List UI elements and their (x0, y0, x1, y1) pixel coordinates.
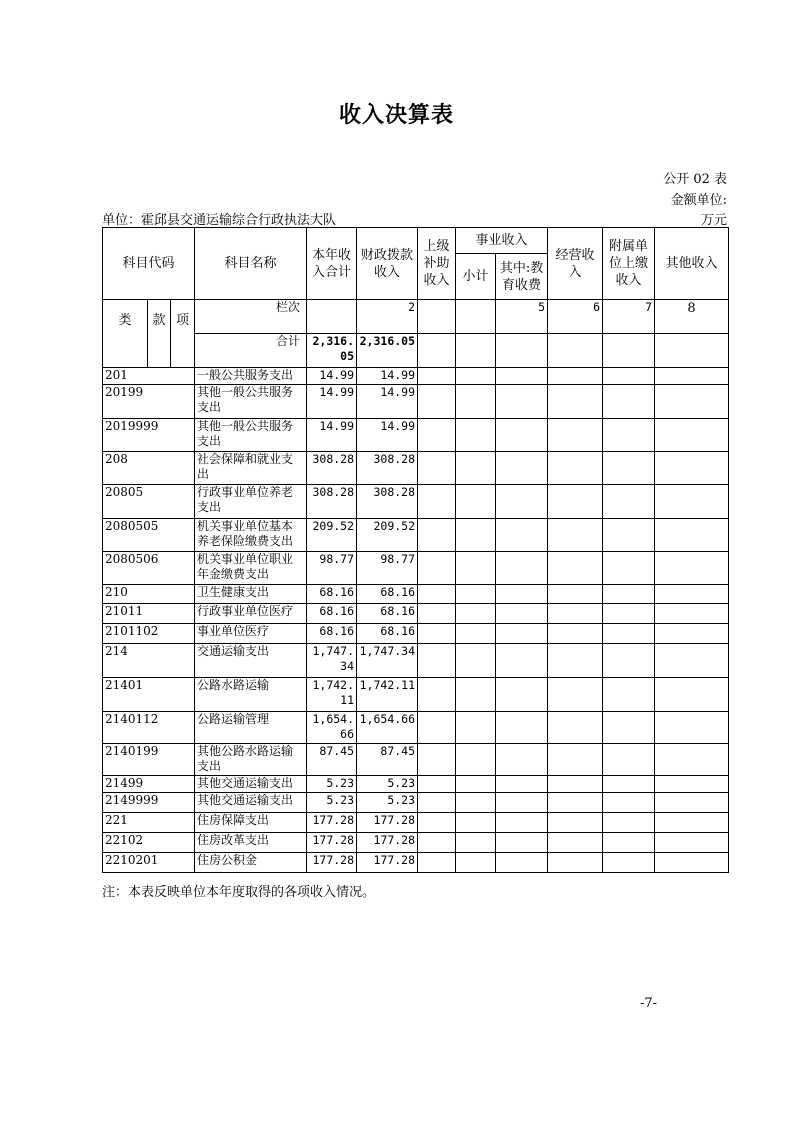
subject-code: 221 (103, 813, 195, 833)
empty-cell (548, 833, 603, 853)
table-row (103, 585, 729, 604)
empty-cell (655, 624, 729, 644)
empty-cell (655, 552, 729, 585)
header-lanci: 栏次 (195, 300, 307, 334)
empty-cell (548, 853, 603, 873)
amount-total: 1,742.11 (307, 678, 357, 712)
footnote: 注：本表反映单位本年度取得的各项收入情况。 (102, 885, 376, 900)
form-number: 公开 02 表 (663, 172, 727, 187)
empty-cell (418, 385, 456, 419)
empty-cell (655, 644, 729, 678)
empty-cell (603, 519, 655, 552)
subject-name: 其他一般公共服务支出 (195, 419, 307, 452)
col-num-1 (307, 300, 357, 334)
col-num-3 (418, 300, 456, 334)
subject-name: 公路运输管理 (195, 712, 307, 744)
subject-name: 其他一般公共服务支出 (195, 385, 307, 419)
empty-cell (456, 813, 496, 833)
subject-code: 2080506 (103, 552, 195, 585)
amount-total: 308.28 (307, 452, 357, 485)
table-row (103, 419, 729, 452)
empty-cell (548, 678, 603, 712)
header-edu-fee: 其中:教育收费 (496, 254, 548, 300)
empty-cell (603, 853, 655, 873)
total-row-empty (496, 334, 548, 368)
total-row-empty (418, 334, 456, 368)
empty-cell (655, 853, 729, 873)
empty-cell (603, 368, 655, 385)
amount-total: 1,747.34 (307, 644, 357, 678)
empty-cell (418, 793, 456, 813)
table-row (103, 678, 729, 712)
empty-cell (418, 485, 456, 519)
empty-cell (496, 368, 548, 385)
empty-cell (456, 644, 496, 678)
amount-fiscal: 14.99 (357, 368, 418, 385)
empty-cell (418, 419, 456, 452)
amount-total: 177.28 (307, 853, 357, 873)
header-kuan: 款 (148, 300, 171, 368)
empty-cell (548, 585, 603, 604)
table-row (103, 624, 729, 644)
empty-cell (655, 419, 729, 452)
empty-cell (655, 485, 729, 519)
subject-code: 210 (103, 585, 195, 604)
subject-code: 20805 (103, 485, 195, 519)
amount-fiscal: 5.23 (357, 793, 418, 813)
empty-cell (418, 853, 456, 873)
subject-code: 21401 (103, 678, 195, 712)
empty-cell (548, 644, 603, 678)
amount-fiscal: 308.28 (357, 485, 418, 519)
amount-fiscal: 87.45 (357, 744, 418, 776)
empty-cell (496, 624, 548, 644)
total-row-empty (655, 334, 729, 368)
subject-name: 行政事业单位养老支出 (195, 485, 307, 519)
empty-cell (548, 813, 603, 833)
amount-total: 68.16 (307, 604, 357, 624)
subject-name: 一般公共服务支出 (195, 368, 307, 385)
empty-cell (418, 624, 456, 644)
empty-cell (496, 793, 548, 813)
col-num-6: 6 (548, 300, 603, 334)
organization-name: 单位：霍邱县交通运输综合行政执法大队 (102, 213, 337, 228)
subject-name: 其他交通运输支出 (195, 776, 307, 793)
empty-cell (418, 744, 456, 776)
table-row (103, 744, 729, 776)
amount-total: 98.77 (307, 552, 357, 585)
subject-code: 22102 (103, 833, 195, 853)
empty-cell (418, 644, 456, 678)
subject-code: 201 (103, 368, 195, 385)
header-upper-subsidy: 上级补助收入 (418, 228, 456, 300)
amount-fiscal: 68.16 (357, 585, 418, 604)
empty-cell (456, 793, 496, 813)
empty-cell (548, 776, 603, 793)
empty-cell (548, 793, 603, 813)
amount-fiscal: 68.16 (357, 624, 418, 644)
empty-cell (603, 452, 655, 485)
subject-name: 住房公积金 (195, 853, 307, 873)
empty-cell (655, 793, 729, 813)
total-row-empty (548, 334, 603, 368)
subject-code: 2140199 (103, 744, 195, 776)
total-row-label: 合计 (195, 334, 307, 368)
header-lei: 类 (103, 300, 148, 368)
empty-cell (655, 813, 729, 833)
amount-total: 177.28 (307, 833, 357, 853)
amount-fiscal: 14.99 (357, 419, 418, 452)
empty-cell (603, 385, 655, 419)
amount-fiscal: 209.52 (357, 519, 418, 552)
empty-cell (418, 813, 456, 833)
subject-name: 公路水路运输 (195, 678, 307, 712)
empty-cell (496, 519, 548, 552)
header-code: 科目代码 (103, 228, 195, 300)
empty-cell (456, 419, 496, 452)
currency-unit: 万元 (700, 213, 727, 228)
empty-cell (456, 385, 496, 419)
empty-cell (548, 368, 603, 385)
empty-cell (548, 744, 603, 776)
amount-total: 308.28 (307, 485, 357, 519)
amount-fiscal: 68.16 (357, 604, 418, 624)
amount-total: 68.16 (307, 624, 357, 644)
empty-cell (418, 776, 456, 793)
empty-cell (548, 712, 603, 744)
empty-cell (603, 833, 655, 853)
amount-fiscal: 308.28 (357, 452, 418, 485)
amount-total: 68.16 (307, 585, 357, 604)
empty-cell (496, 385, 548, 419)
empty-cell (603, 813, 655, 833)
amount-total: 14.99 (307, 385, 357, 419)
empty-cell (456, 833, 496, 853)
empty-cell (655, 833, 729, 853)
empty-cell (603, 744, 655, 776)
empty-cell (603, 776, 655, 793)
empty-cell (603, 604, 655, 624)
amount-fiscal: 1,747.34 (357, 644, 418, 678)
empty-cell (548, 552, 603, 585)
table-row (103, 833, 729, 853)
table-row (103, 519, 729, 552)
empty-cell (496, 712, 548, 744)
col-num-5: 5 (496, 300, 548, 334)
empty-cell (655, 585, 729, 604)
subject-code: 2019999 (103, 419, 195, 452)
empty-cell (496, 776, 548, 793)
table-row (103, 385, 729, 419)
empty-cell (603, 644, 655, 678)
header-subtotal: 小计 (456, 254, 496, 300)
empty-cell (418, 452, 456, 485)
empty-cell (418, 604, 456, 624)
table-row (103, 776, 729, 793)
empty-cell (456, 853, 496, 873)
col-num-2: 2 (357, 300, 418, 334)
empty-cell (655, 604, 729, 624)
subject-name: 机关事业单位基本养老保险缴费支出 (195, 519, 307, 552)
total-row-fiscal: 2,316.05 (357, 334, 418, 368)
amount-fiscal: 1,654.66 (357, 712, 418, 744)
empty-cell (548, 385, 603, 419)
revenue-table (102, 227, 729, 873)
empty-cell (496, 853, 548, 873)
empty-cell (418, 585, 456, 604)
amount-total: 209.52 (307, 519, 357, 552)
col-num-4 (456, 300, 496, 334)
empty-cell (496, 644, 548, 678)
empty-cell (655, 519, 729, 552)
amount-fiscal: 14.99 (357, 385, 418, 419)
amount-total: 177.28 (307, 813, 357, 833)
empty-cell (456, 452, 496, 485)
amount-fiscal: 98.77 (357, 552, 418, 585)
empty-cell (603, 712, 655, 744)
table-row (103, 793, 729, 813)
empty-cell (548, 604, 603, 624)
empty-cell (548, 485, 603, 519)
amount-total: 5.23 (307, 776, 357, 793)
header-total: 本年收入合计 (307, 228, 357, 300)
table-row (103, 485, 729, 519)
amount-fiscal: 177.28 (357, 813, 418, 833)
empty-cell (456, 485, 496, 519)
amount-total: 5.23 (307, 793, 357, 813)
header-name: 科目名称 (195, 228, 307, 300)
amount-fiscal: 177.28 (357, 853, 418, 873)
header-affiliated: 附属单位上缴收入 (603, 228, 655, 300)
amount-total: 14.99 (307, 368, 357, 385)
empty-cell (496, 678, 548, 712)
amount-fiscal: 5.23 (357, 776, 418, 793)
subject-code: 21499 (103, 776, 195, 793)
empty-cell (655, 385, 729, 419)
empty-cell (496, 552, 548, 585)
subject-code: 208 (103, 452, 195, 485)
empty-cell (456, 678, 496, 712)
subject-name: 住房保障支出 (195, 813, 307, 833)
subject-code: 20199 (103, 385, 195, 419)
empty-cell (456, 624, 496, 644)
empty-cell (655, 452, 729, 485)
empty-cell (655, 678, 729, 712)
subject-name: 住房改革支出 (195, 833, 307, 853)
empty-cell (655, 744, 729, 776)
total-row-empty (603, 334, 655, 368)
subject-name: 其他公路水路运输支出 (195, 744, 307, 776)
empty-cell (603, 585, 655, 604)
empty-cell (456, 368, 496, 385)
subject-code: 2101102 (103, 624, 195, 644)
subject-name: 事业单位医疗 (195, 624, 307, 644)
empty-cell (496, 419, 548, 452)
subject-name: 交通运输支出 (195, 644, 307, 678)
header-xiang: 项 (171, 300, 195, 368)
empty-cell (496, 452, 548, 485)
amount-fiscal: 177.28 (357, 833, 418, 853)
col-num-7: 7 (603, 300, 655, 334)
header-other: 其他收入 (655, 228, 729, 300)
empty-cell (496, 585, 548, 604)
table-row (103, 712, 729, 744)
subject-name: 机关事业单位职业年金缴费支出 (195, 552, 307, 585)
empty-cell (418, 712, 456, 744)
amount-fiscal: 1,742.11 (357, 678, 418, 712)
subject-code: 214 (103, 644, 195, 678)
empty-cell (456, 552, 496, 585)
amount-unit-label: 金额单位: (670, 193, 727, 208)
header-fiscal: 财政拨款收入 (357, 228, 418, 300)
empty-cell (496, 744, 548, 776)
subject-code: 2210201 (103, 853, 195, 873)
empty-cell (496, 833, 548, 853)
amount-total: 87.45 (307, 744, 357, 776)
table-row (103, 604, 729, 624)
subject-code: 21011 (103, 604, 195, 624)
amount-total: 14.99 (307, 419, 357, 452)
col-num-8: 8 (655, 300, 729, 334)
empty-cell (603, 552, 655, 585)
empty-cell (603, 485, 655, 519)
subject-name: 卫生健康支出 (195, 585, 307, 604)
empty-cell (418, 552, 456, 585)
total-row-total: 2,316.05 (307, 334, 357, 368)
table-row (103, 853, 729, 873)
empty-cell (418, 368, 456, 385)
amount-total: 1,654.66 (307, 712, 357, 744)
table-row (103, 368, 729, 385)
empty-cell (548, 419, 603, 452)
empty-cell (456, 776, 496, 793)
empty-cell (655, 776, 729, 793)
subject-name: 行政事业单位医疗 (195, 604, 307, 624)
empty-cell (548, 452, 603, 485)
empty-cell (548, 519, 603, 552)
empty-cell (655, 712, 729, 744)
empty-cell (418, 678, 456, 712)
total-row-empty (456, 334, 496, 368)
table-row (103, 552, 729, 585)
empty-cell (456, 712, 496, 744)
empty-cell (603, 624, 655, 644)
table-row (103, 813, 729, 833)
empty-cell (418, 519, 456, 552)
empty-cell (456, 585, 496, 604)
empty-cell (548, 624, 603, 644)
empty-cell (603, 678, 655, 712)
header-operation: 经营收入 (548, 228, 603, 300)
empty-cell (456, 604, 496, 624)
empty-cell (456, 519, 496, 552)
empty-cell (456, 744, 496, 776)
page-number: -7- (640, 996, 658, 1011)
empty-cell (496, 813, 548, 833)
empty-cell (603, 793, 655, 813)
subject-name: 其他交通运输支出 (195, 793, 307, 813)
subject-code: 2140112 (103, 712, 195, 744)
table-row (103, 452, 729, 485)
subject-code: 2149999 (103, 793, 195, 813)
empty-cell (496, 604, 548, 624)
empty-cell (603, 419, 655, 452)
page-title: 收入决算表 (338, 103, 454, 128)
header-business: 事业收入 (456, 228, 548, 254)
subject-code: 2080505 (103, 519, 195, 552)
empty-cell (418, 833, 456, 853)
subject-name: 社会保障和就业支出 (195, 452, 307, 485)
table-row (103, 644, 729, 678)
empty-cell (655, 368, 729, 385)
empty-cell (496, 485, 548, 519)
